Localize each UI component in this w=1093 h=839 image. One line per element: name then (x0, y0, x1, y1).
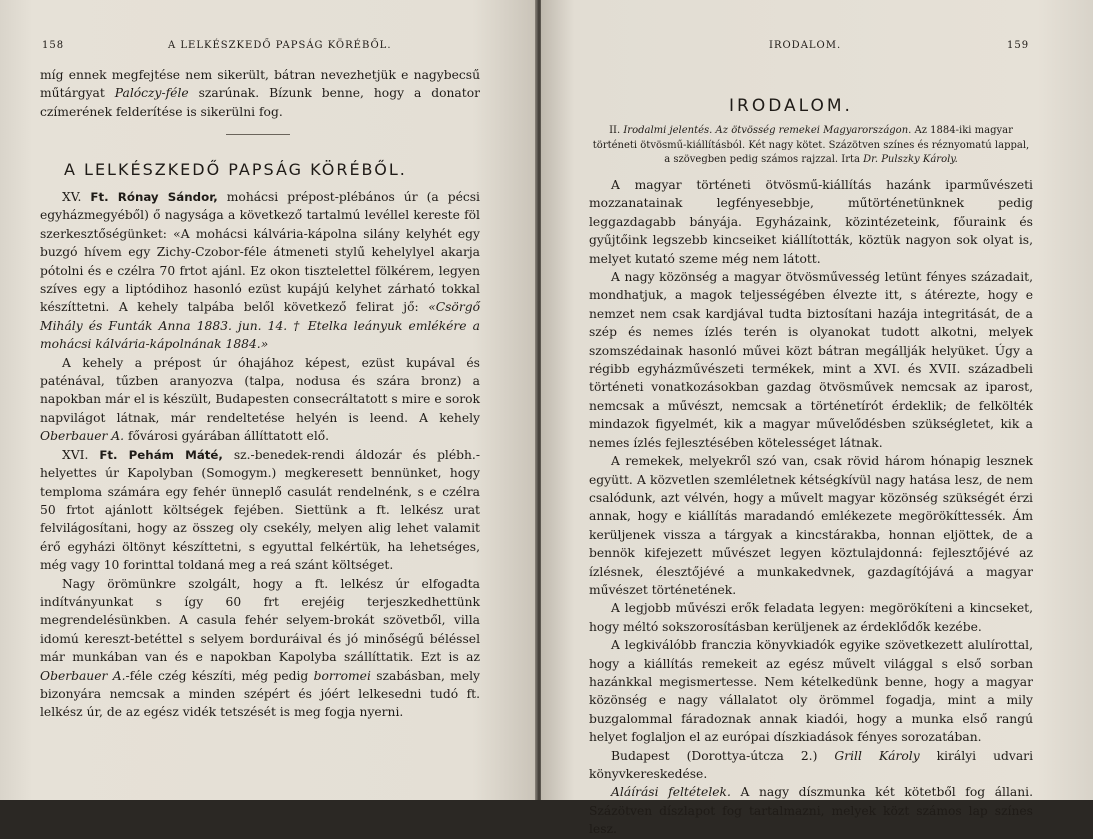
entry-xvi-continued: Nagy örömünkre szolgált, hogy a ft. lelkész úr elfogadta indítványunkat s így 60 frt erejéig terjeszkedhettünk megrendelésünkben. A casula fehér selyem-brokát szövetből, villa idomú kereszt-betéttel s selyem borduráival és jó minőségű béléssel már munkában van és e napokban Kapolyba szállíttatik. Ezt is az Oberbauer A.-féle czég készíti, még pedig borromei szabásban, mely bizonyára nemcsak a minden szépért és jóért lelkesedni tudó ft. lelkész úr, de az egész vidék tetszését is meg fogja nyerni. (40, 576, 480, 720)
page-number-right: 159 (1007, 40, 1030, 51)
page-number-left: 158 (42, 40, 65, 51)
bibliographic-entry: II. Irodalmi jelentés. Az ötvösség remekei Magyarországon. Az 1884-iki magyar történeti ötvösmű-kiállításból. Két nagy kötet. Százötven színes és réznyomatú lappal, a szövegben pedig számos rajzzal. Irta Dr. Pulszky Károly. (592, 125, 1030, 165)
entry-xv-continued: A kehely a prépost úr óhajához képest, ezüst kupával és paténával, tűzben aranyozva (talpa, nodusa és szára bronz) a napokban már el is készült, Budapesten consecráltatott s mire e sorok napvilágot látnak, már rendeltetése helyén is leend. A kehely Oberbauer A. fővárosi gyárában állíttatott elő. (40, 355, 480, 444)
right-page (541, 0, 1093, 837)
intro-paragraph: míg ennek megfejtése nem sikerült, bátran nevezhetjük e nagybecsű műtárgyat Palóczy-féle szarúnak. Bízunk benne, hogy a donator czímerének felderítése is sikerülni fog. (40, 68, 480, 119)
left-page (0, 0, 537, 800)
paragraph-4: A legjobb művészi erők feladata legyen: megörökíteni a kincseket, hogy méltó sokszorosításban kerüljenek az érdeklődők kezébe. (589, 601, 1033, 634)
paragraph-7: Aláírási feltételek. A nagy díszmunka két kötetből fog állani. Százötven díszlapot fog tartalmazni, melyek közt számos lap színes lesz. (589, 785, 1033, 837)
paragraph-6: Budapest (Dorottya-útcza 2.) Grill Károly királyi udvari könyvkereskedése. (589, 748, 1033, 781)
entry-xv: XV. Ft. Rónay Sándor, mohácsi prépost-plébános úr (a pécsi egyházmegyéből) ő nagysága a következő tartalmú levéllel kereste föl szerkesztőségünket: «A mohácsi kálvária-kápolna silány kelyhét egy buzgó hívem egy Zichy-Czobor-féle átmeneti stylű kehelylyel akarja pótolni és e czélra 70 frtot ajánl. Ez okon tisztelettel fölkérem, legyen szíves egy a liptódihoz hasonló ezüst kupájú kelyhet zárható tokkal készíttetni. A kehely talpába belől következő felirat jő: «Csörgő Mihály és Funták Anna 1883. jun. 14. † Etelka leányuk emlékére a mohácsi kálvária-kápolnának 1884.» (40, 190, 480, 352)
section-heading-right: IRODALOM. (729, 96, 853, 116)
running-title-left: A LELKÉSZKEDŐ PAPSÁG KÖRÉBŐL. (168, 40, 392, 51)
section-heading: A LELKÉSZKEDŐ PAPSÁG KÖRÉBŐL. (64, 160, 407, 179)
paragraph-5: A legkiválóbb franczia könyvkiadók egyike szövetkezett alulírottal, hogy a kiállítás remekeit az egész művelt világgal s első sorban hazánkkal megismertesse. Nem kételkedünk benne, hogy a magyar közönség e nagy vállalatot oly örömmel fogadja, mint a mily buzgalommal fáradoznak annak kiadói, hogy a munka első rangú helyet foglaljon el az európai díszkiadások fényes sorozatában. (589, 638, 1033, 745)
paragraph-3: A remekek, melyekről szó van, csak rövid három hónapig lesznek együtt. A közvetlen szemléletnek kétségkívül nagy hatása lesz, de nem csalódunk, azt vélvén, hogy a művelt magyar közönség szükségét érzi annak, hogy e kiállítás maradandó emlékezete megörökíttessék. Ám kerüljenek vissza a tárgyak a kincstárakba, honnan eljöttek, de a bennök kifejezett művészet legyen köztulajdonná: fejlesztőjévé az ízlésnek, élesztőjévé a munkakedvnek, gazdagítójává a magyar művészet történetének. (589, 454, 1033, 597)
running-title-right: IRODALOM. (769, 40, 842, 51)
right-body (589, 176, 1033, 839)
left-body (40, 188, 480, 722)
entry-xvi: XVI. Ft. Pehám Máté, sz.-benedek-rendi áldozár és plébh.-helyettes úr Kapolyban (Somogym.) megkeresett bennünket, hogy temploma számára egy fehér ünneplő casulát rendelnénk, s e czélra 50 frtot ajánlott költségek fejében. Siettünk a ft. lelkész urat felvilágosítani, hogy az összeg oly csekély, melyen alig lehet valamit érő egyházi öltönyt készíttetni, s egyuttal felkértük, ha lehetséges, még vagy 10 forinttal toldaná meg a reá szánt költséget. (40, 447, 481, 573)
paragraph-2: A nagy közönség a magyar ötvösművesség letünt fényes századait, mondhatjuk, a magok teljességében élvezte itt, s átérezte, hogy e nemzet nem csak kardjával tudta biztosítani hazája integritását, de a szép és nemes ízlés terén is olyanokat tudott alkotni, melyek szomszédainak hasonló művei közt bátran megállják helyüket. Úgy a régibb egyházművészeti termékek, mint a XVI. és XVII. századbeli történeti vonatkozásokban gazdag ötvösművek nemcsak az iparost, nemcsak a művészt, nemcsak a történetírót érdeklik; de felkölték mindazok figyelmét, kik a magyar művelődésben szükségletet, kik a nemes ízlés fejlesztésében kötelességet látnak. (589, 270, 1033, 450)
paragraph-1: A magyar történeti ötvösmű-kiállítás hazánk iparművészeti mozzanatainak legfényesebbje, műtörténetünknek pedig leggazdagabb bányája. Egyházaink, közintézeteink, főuraink és gyűjtőink legszebb kincseiket kiállították, köztük nagyon sok olyat is, melyet kutató szeme még nem látott. (589, 178, 1033, 266)
separator-rule (226, 134, 290, 135)
